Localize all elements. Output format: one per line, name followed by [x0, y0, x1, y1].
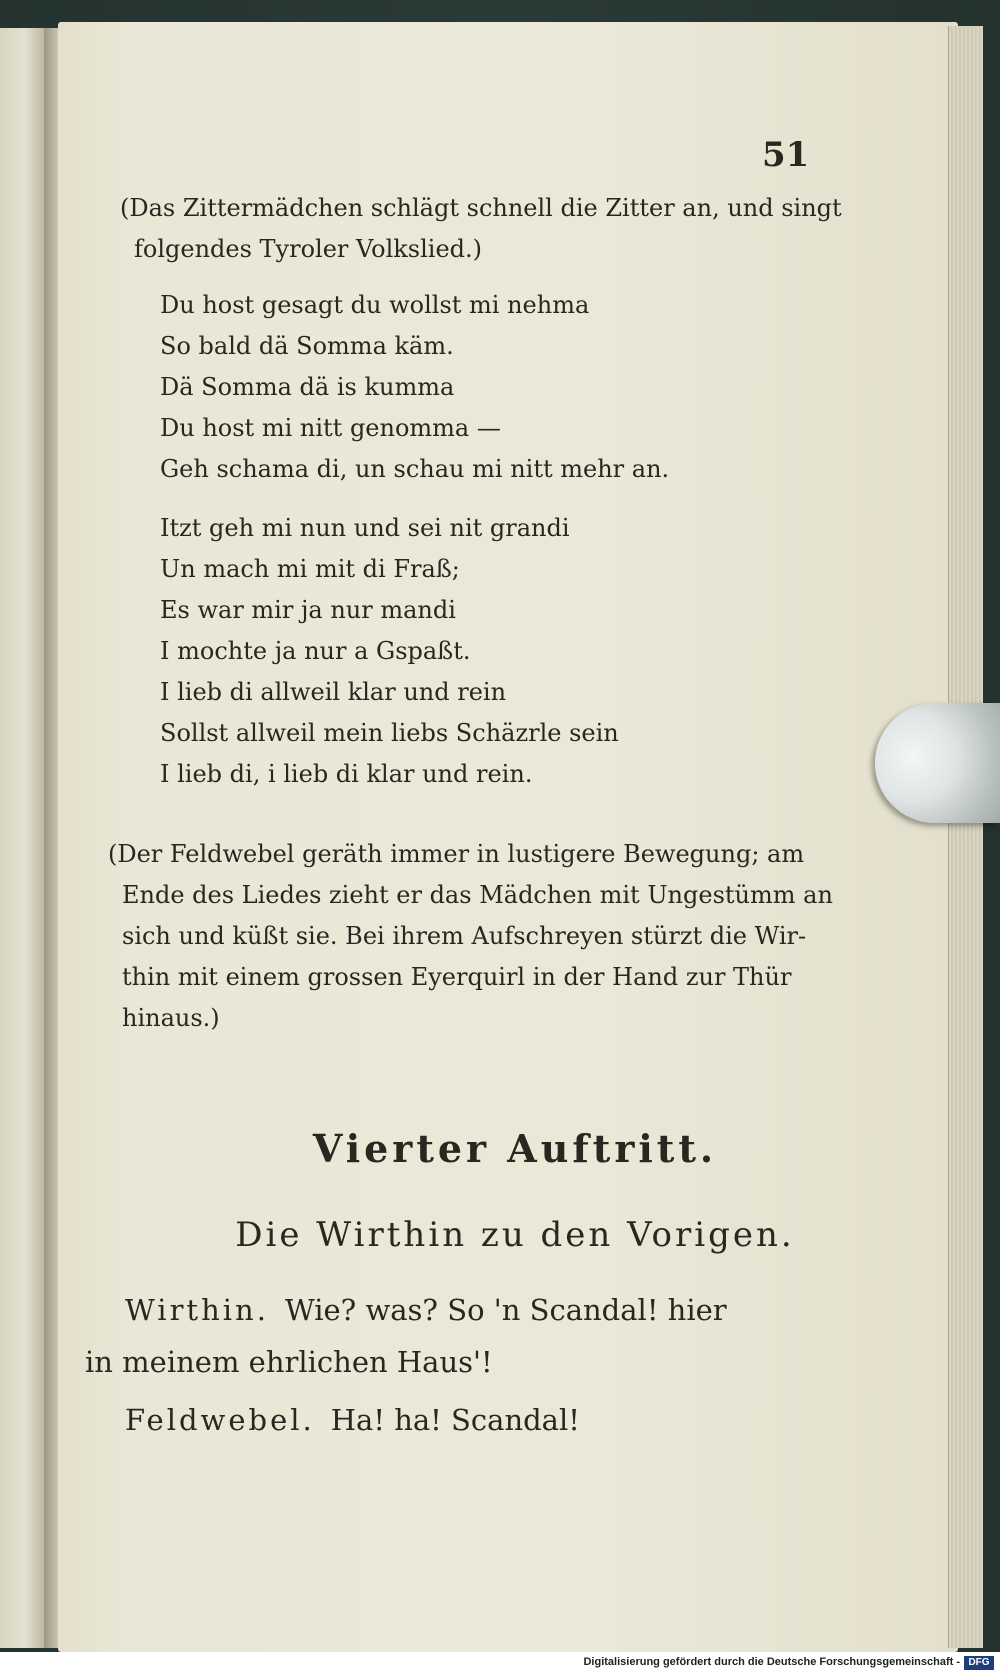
stage-direction-line: (Das Zittermädchen schlägt schnell die Zitter an, und singt [120, 194, 842, 222]
verse-line: Sollst allweil mein liebs Schäzrle sein [160, 719, 619, 747]
page-number: 51 [762, 135, 810, 175]
verse-line: Du host gesagt du wollst mi nehma [160, 291, 590, 319]
scene-cast-line: Die Wirthin zu den Vorigen. [235, 1215, 795, 1255]
dialogue-line [85, 1336, 493, 1388]
stage-direction-line: (Der Feldwebel geräth immer in lustigere Bewegung; am [108, 840, 805, 868]
song-stanza-2 [160, 508, 619, 795]
song-stanza-1 [160, 285, 669, 490]
verse-line: Dä Somma dä is kumma [160, 373, 455, 401]
stage-direction-line: thin mit einem grossen Eyerquirl in der Hand zur Thür [122, 963, 792, 991]
stage-direction-kiss [108, 834, 833, 1039]
verse-line: Itzt geh mi nun und sei nit grandi [160, 514, 570, 542]
speech-text: Wie? was? So 'n Scandal! hier [284, 1293, 727, 1327]
speaker-name: Wirthin. [125, 1293, 269, 1327]
page-clip [875, 703, 1000, 823]
verse-line: I lieb di, i lieb di klar und rein. [160, 760, 533, 788]
speaker-name: Feldwebel. [125, 1403, 315, 1437]
dialogue-line [125, 1394, 580, 1446]
previous-page-edge [0, 28, 46, 1648]
stage-direction-line: sich und küßt sie. Bei ihrem Aufschreyen stürzt die Wir- [122, 922, 807, 950]
speech-text: in meinem ehrlichen Haus'! [85, 1345, 493, 1379]
stage-direction-line: Ende des Liedes zieht er das Mädchen mit Ungestümm an [122, 881, 833, 909]
scene-heading: Vierter Auftritt. [312, 1126, 718, 1171]
verse-line: Un mach mi mit di Fraß; [160, 555, 460, 583]
speech-text: Ha! ha! Scandal! [330, 1403, 580, 1437]
funding-credit: Digitalisierung gefördert durch die Deutsche Forschungsgemeinschaft - [583, 1656, 960, 1668]
verse-line: I lieb di allweil klar und rein [160, 678, 507, 706]
verse-line: Geh schama di, un schau mi nitt mehr an. [160, 455, 670, 483]
verse-line: I mochte ja nur a Gspaßt. [160, 637, 471, 665]
verse-line: So bald dä Somma käm. [160, 332, 454, 360]
verse-line: Du host mi nitt genomma — [160, 414, 501, 442]
stage-direction-intro [120, 188, 842, 270]
stage-direction-line: folgendes Tyroler Volkslied.) [134, 235, 483, 263]
stage-direction-line: hinaus.) [122, 1004, 220, 1032]
digitization-footer [0, 1652, 1000, 1676]
dfg-logo: DFG [964, 1656, 994, 1670]
page-stack-edge [948, 26, 983, 1648]
verse-line: Es war mir ja nur mandi [160, 596, 456, 624]
dialogue-line [125, 1284, 727, 1336]
